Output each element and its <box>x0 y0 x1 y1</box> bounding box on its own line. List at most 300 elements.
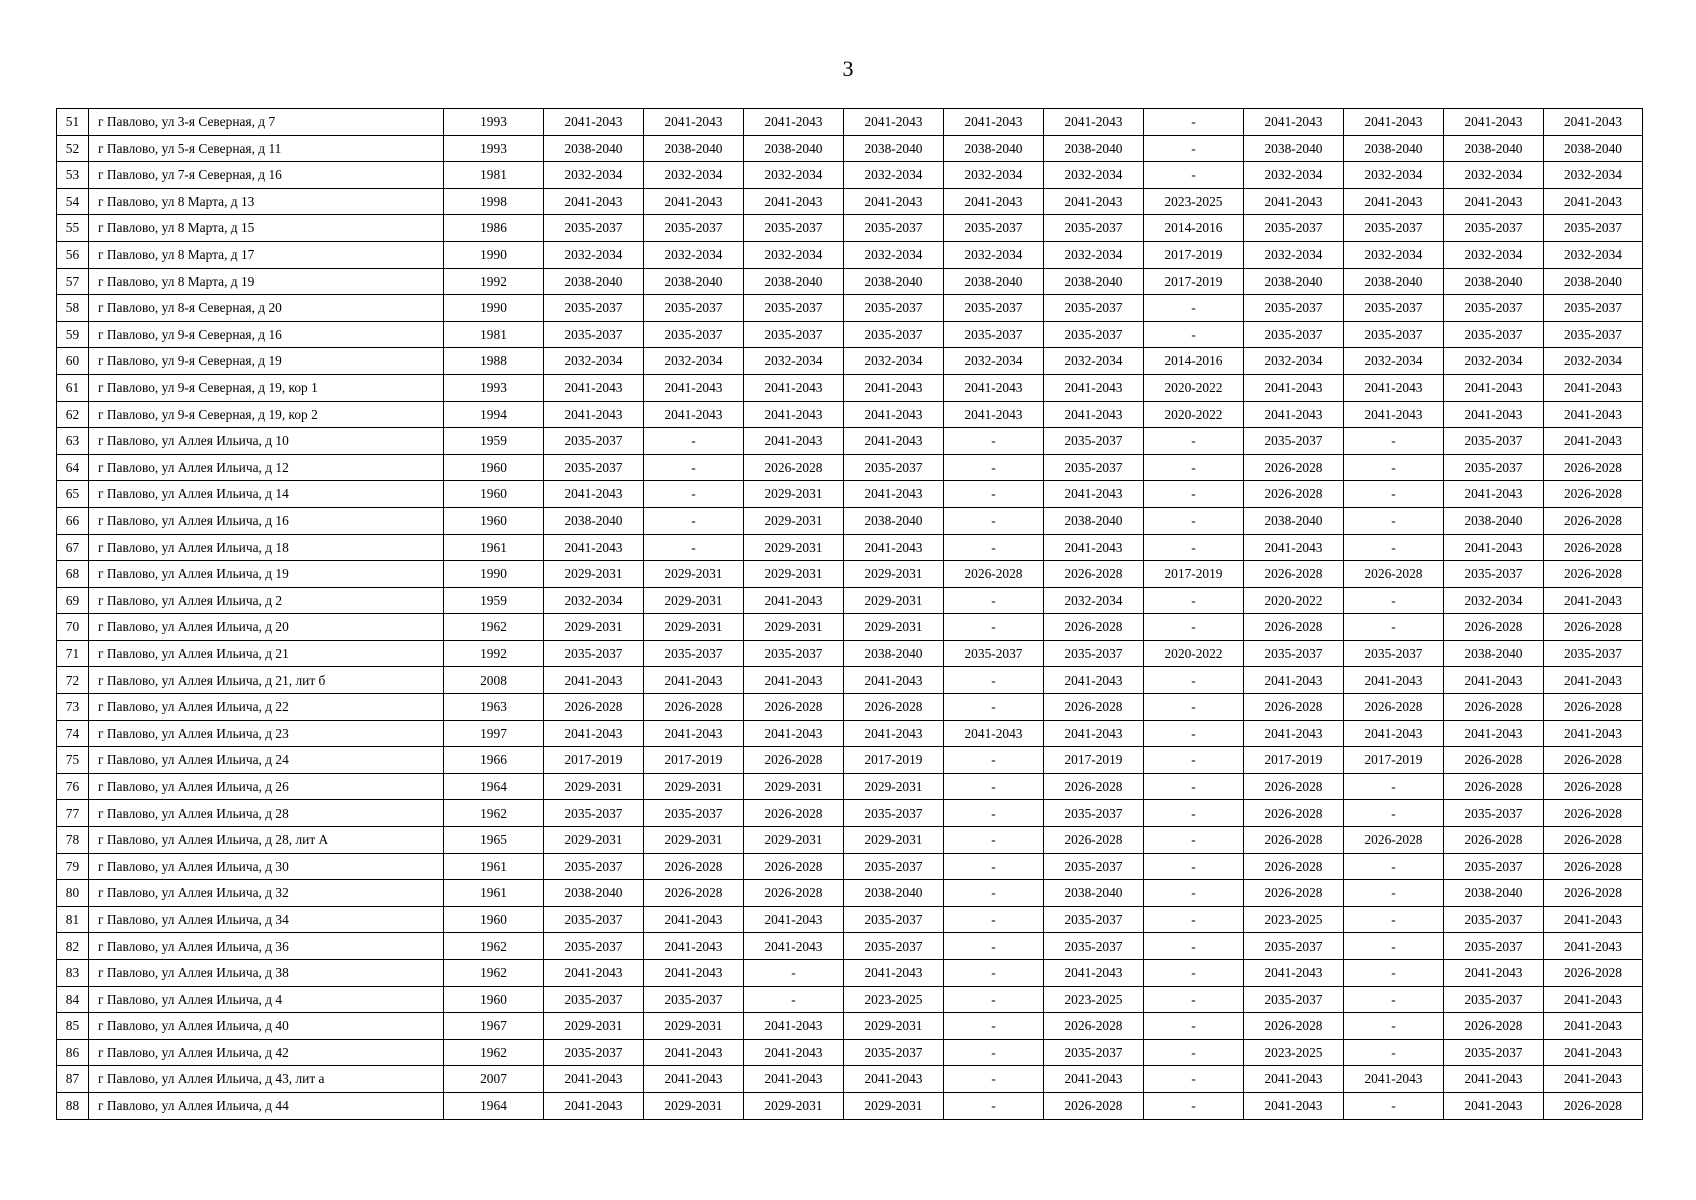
period-cell: 2035-2037 <box>1044 428 1144 455</box>
period-cell: 2029-2031 <box>744 773 844 800</box>
period-cell: 2041-2043 <box>1244 1092 1344 1119</box>
row-number-cell: 85 <box>57 1013 89 1040</box>
address-cell: г Павлово, ул Аллея Ильича, д 20 <box>89 614 444 641</box>
period-cell: 2026-2028 <box>544 694 644 721</box>
period-cell: 2023-2025 <box>1144 188 1244 215</box>
year-cell: 1988 <box>444 348 544 375</box>
year-cell: 1962 <box>444 800 544 827</box>
period-cell: 2029-2031 <box>644 587 744 614</box>
period-cell: - <box>1344 507 1444 534</box>
year-cell: 1994 <box>444 401 544 428</box>
period-cell: 2035-2037 <box>544 640 644 667</box>
period-cell: 2035-2037 <box>1044 321 1144 348</box>
table-row <box>57 374 1643 401</box>
period-cell: 2038-2040 <box>644 135 744 162</box>
period-cell: 2035-2037 <box>644 800 744 827</box>
period-cell: 2029-2031 <box>744 827 844 854</box>
period-cell: 2041-2043 <box>844 188 944 215</box>
period-cell: - <box>1144 614 1244 641</box>
period-cell: 2038-2040 <box>1344 268 1444 295</box>
period-cell: - <box>1144 827 1244 854</box>
period-cell: 2017-2019 <box>1144 268 1244 295</box>
period-cell: - <box>944 1039 1044 1066</box>
period-cell: 2041-2043 <box>1444 481 1544 508</box>
period-cell: - <box>1344 960 1444 987</box>
period-cell: 2035-2037 <box>544 428 644 455</box>
period-cell: 2035-2037 <box>644 215 744 242</box>
period-cell: 2041-2043 <box>844 428 944 455</box>
period-cell: 2035-2037 <box>1444 428 1544 455</box>
row-number-cell: 66 <box>57 507 89 534</box>
period-cell: 2026-2028 <box>1344 561 1444 588</box>
address-cell: г Павлово, ул 8-я Северная, д 20 <box>89 295 444 322</box>
period-cell: 2032-2034 <box>1244 162 1344 189</box>
row-number-cell: 83 <box>57 960 89 987</box>
period-cell: - <box>1144 295 1244 322</box>
period-cell: 2041-2043 <box>1544 374 1643 401</box>
period-cell: 2041-2043 <box>1444 374 1544 401</box>
period-cell: 2041-2043 <box>1344 720 1444 747</box>
period-cell: 2020-2022 <box>1244 587 1344 614</box>
table-row <box>57 720 1643 747</box>
period-cell: 2041-2043 <box>544 667 644 694</box>
period-cell: 2026-2028 <box>1544 773 1643 800</box>
period-cell: 2029-2031 <box>644 561 744 588</box>
period-cell: - <box>944 1013 1044 1040</box>
period-cell: 2029-2031 <box>644 827 744 854</box>
period-cell: 2041-2043 <box>644 960 744 987</box>
period-cell: 2026-2028 <box>1544 747 1643 774</box>
period-cell: 2041-2043 <box>644 720 744 747</box>
address-cell: г Павлово, ул Аллея Ильича, д 4 <box>89 986 444 1013</box>
period-cell: 2032-2034 <box>1344 348 1444 375</box>
period-cell: 2038-2040 <box>844 640 944 667</box>
year-cell: 1962 <box>444 614 544 641</box>
period-cell: 2032-2034 <box>1244 348 1344 375</box>
period-cell: 2041-2043 <box>644 906 744 933</box>
year-cell: 1998 <box>444 188 544 215</box>
period-cell: 2035-2037 <box>544 800 644 827</box>
row-number-cell: 65 <box>57 481 89 508</box>
address-cell: г Павлово, ул 9-я Северная, д 19 <box>89 348 444 375</box>
table-row <box>57 162 1643 189</box>
period-cell: 2035-2037 <box>744 295 844 322</box>
period-cell: 2035-2037 <box>844 1039 944 1066</box>
period-cell: 2026-2028 <box>1544 454 1643 481</box>
period-cell: 2041-2043 <box>544 960 644 987</box>
table-row <box>57 614 1643 641</box>
period-cell: 2032-2034 <box>1444 241 1544 268</box>
period-cell: 2029-2031 <box>844 1092 944 1119</box>
period-cell: 2041-2043 <box>644 401 744 428</box>
period-cell: 2026-2028 <box>1044 614 1144 641</box>
period-cell: - <box>944 534 1044 561</box>
period-cell: 2041-2043 <box>744 587 844 614</box>
address-cell: г Павлово, ул Аллея Ильича, д 18 <box>89 534 444 561</box>
table-row <box>57 241 1643 268</box>
period-cell: 2020-2022 <box>1144 640 1244 667</box>
period-cell: 2038-2040 <box>1444 880 1544 907</box>
period-cell: - <box>1144 694 1244 721</box>
period-cell: 2026-2028 <box>1244 880 1344 907</box>
period-cell: 2035-2037 <box>1444 295 1544 322</box>
period-cell: 2029-2031 <box>744 534 844 561</box>
row-number-cell: 55 <box>57 215 89 242</box>
address-cell: г Павлово, ул 8 Марта, д 19 <box>89 268 444 295</box>
period-cell: 2032-2034 <box>544 587 644 614</box>
period-cell: 2038-2040 <box>544 507 644 534</box>
period-cell: 2017-2019 <box>1144 241 1244 268</box>
period-cell: 2026-2028 <box>1044 773 1144 800</box>
table-row <box>57 1092 1643 1119</box>
period-cell: - <box>1344 1013 1444 1040</box>
address-cell: г Павлово, ул Аллея Ильича, д 38 <box>89 960 444 987</box>
period-cell: 2035-2037 <box>1444 853 1544 880</box>
period-cell: 2035-2037 <box>1244 428 1344 455</box>
period-cell: 2041-2043 <box>1544 109 1643 136</box>
period-cell: 2035-2037 <box>544 853 644 880</box>
period-cell: 2035-2037 <box>1044 1039 1144 1066</box>
address-cell: г Павлово, ул 9-я Северная, д 19, кор 1 <box>89 374 444 401</box>
period-cell: 2035-2037 <box>1544 640 1643 667</box>
table-row <box>57 747 1643 774</box>
period-cell: 2035-2037 <box>1544 321 1643 348</box>
period-cell: 2026-2028 <box>1544 800 1643 827</box>
period-cell: 2026-2028 <box>1044 1092 1144 1119</box>
period-cell: - <box>1144 428 1244 455</box>
table-row <box>57 1066 1643 1093</box>
table-row <box>57 507 1643 534</box>
period-cell: 2041-2043 <box>1244 960 1344 987</box>
address-cell: г Павлово, ул 8 Марта, д 13 <box>89 188 444 215</box>
year-cell: 1960 <box>444 481 544 508</box>
period-cell: 2032-2034 <box>744 162 844 189</box>
year-cell: 1966 <box>444 747 544 774</box>
period-cell: 2035-2037 <box>1444 906 1544 933</box>
period-cell: 2026-2028 <box>1444 747 1544 774</box>
period-cell: 2023-2025 <box>1044 986 1144 1013</box>
period-cell: - <box>1144 454 1244 481</box>
period-cell: 2041-2043 <box>1044 401 1144 428</box>
period-cell: 2026-2028 <box>644 853 744 880</box>
row-number-cell: 62 <box>57 401 89 428</box>
year-cell: 1967 <box>444 1013 544 1040</box>
period-cell: 2035-2037 <box>744 321 844 348</box>
period-cell: - <box>1144 481 1244 508</box>
period-cell: - <box>1144 1092 1244 1119</box>
period-cell: 2026-2028 <box>644 880 744 907</box>
period-cell: - <box>1344 933 1444 960</box>
period-cell: 2035-2037 <box>544 986 644 1013</box>
address-cell: г Павлово, ул Аллея Ильича, д 36 <box>89 933 444 960</box>
row-number-cell: 71 <box>57 640 89 667</box>
period-cell: - <box>1344 587 1444 614</box>
period-cell: 2038-2040 <box>1544 268 1643 295</box>
period-cell: 2026-2028 <box>1244 1013 1344 1040</box>
period-cell: 2038-2040 <box>1244 507 1344 534</box>
address-cell: г Павлово, ул Аллея Ильича, д 19 <box>89 561 444 588</box>
period-cell: 2029-2031 <box>844 587 944 614</box>
period-cell: 2038-2040 <box>1244 268 1344 295</box>
period-cell: 2038-2040 <box>1044 268 1144 295</box>
table-row <box>57 188 1643 215</box>
row-number-cell: 67 <box>57 534 89 561</box>
period-cell: 2041-2043 <box>1444 960 1544 987</box>
period-cell: 2041-2043 <box>1044 720 1144 747</box>
period-cell: - <box>944 454 1044 481</box>
year-cell: 2008 <box>444 667 544 694</box>
year-cell: 1959 <box>444 428 544 455</box>
period-cell: 2035-2037 <box>544 1039 644 1066</box>
address-cell: г Павлово, ул Аллея Ильича, д 24 <box>89 747 444 774</box>
period-cell: - <box>1144 986 1244 1013</box>
period-cell: 2038-2040 <box>1444 268 1544 295</box>
row-number-cell: 63 <box>57 428 89 455</box>
period-cell: 2041-2043 <box>844 667 944 694</box>
period-cell: 2038-2040 <box>544 880 644 907</box>
address-cell: г Павлово, ул Аллея Ильича, д 44 <box>89 1092 444 1119</box>
period-cell: 2035-2037 <box>1444 986 1544 1013</box>
table-row <box>57 986 1643 1013</box>
period-cell: - <box>1344 481 1444 508</box>
period-cell: 2026-2028 <box>744 454 844 481</box>
period-cell: - <box>1344 853 1444 880</box>
period-cell: - <box>944 800 1044 827</box>
period-cell: 2041-2043 <box>1244 188 1344 215</box>
period-cell: 2029-2031 <box>544 614 644 641</box>
table-row <box>57 321 1643 348</box>
period-cell: 2032-2034 <box>1044 587 1144 614</box>
period-cell: - <box>944 428 1044 455</box>
table-row <box>57 215 1643 242</box>
period-cell: 2035-2037 <box>1444 561 1544 588</box>
period-cell: 2035-2037 <box>1244 933 1344 960</box>
period-cell: 2041-2043 <box>1544 720 1643 747</box>
period-cell: 2035-2037 <box>844 853 944 880</box>
period-cell: 2026-2028 <box>1444 694 1544 721</box>
period-cell: 2041-2043 <box>644 1039 744 1066</box>
period-cell: 2035-2037 <box>1444 454 1544 481</box>
period-cell: 2041-2043 <box>744 188 844 215</box>
table-row <box>57 640 1643 667</box>
period-cell: 2029-2031 <box>644 614 744 641</box>
period-cell: - <box>944 853 1044 880</box>
period-cell: - <box>1344 614 1444 641</box>
address-cell: г Павлово, ул Аллея Ильича, д 30 <box>89 853 444 880</box>
period-cell: - <box>1144 747 1244 774</box>
period-cell: - <box>944 986 1044 1013</box>
period-cell: 2029-2031 <box>544 1013 644 1040</box>
period-cell: 2035-2037 <box>844 800 944 827</box>
period-cell: 2041-2043 <box>1244 1066 1344 1093</box>
period-cell: 2035-2037 <box>744 640 844 667</box>
period-cell: 2035-2037 <box>1044 215 1144 242</box>
address-cell: г Павлово, ул Аллея Ильича, д 43, лит а <box>89 1066 444 1093</box>
period-cell: - <box>1144 933 1244 960</box>
period-cell: 2017-2019 <box>644 747 744 774</box>
period-cell: 2041-2043 <box>744 720 844 747</box>
period-cell: 2035-2037 <box>544 215 644 242</box>
period-cell: 2029-2031 <box>744 1092 844 1119</box>
period-cell: 2026-2028 <box>744 747 844 774</box>
period-cell: 2032-2034 <box>744 241 844 268</box>
address-cell: г Павлово, ул Аллея Ильича, д 21, лит б <box>89 667 444 694</box>
period-cell: 2017-2019 <box>1044 747 1144 774</box>
period-cell: - <box>1144 507 1244 534</box>
period-cell: 2041-2043 <box>544 1066 644 1093</box>
table-row <box>57 454 1643 481</box>
period-cell: 2026-2028 <box>744 800 844 827</box>
period-cell: 2041-2043 <box>744 428 844 455</box>
period-cell: - <box>1144 853 1244 880</box>
period-cell: 2035-2037 <box>844 454 944 481</box>
period-cell: 2026-2028 <box>1444 773 1544 800</box>
period-cell: - <box>1344 1039 1444 1066</box>
period-cell: 2041-2043 <box>544 109 644 136</box>
period-cell: 2026-2028 <box>1544 960 1643 987</box>
period-cell: - <box>944 933 1044 960</box>
period-cell: 2026-2028 <box>1344 827 1444 854</box>
year-cell: 1963 <box>444 694 544 721</box>
period-cell: 2041-2043 <box>1444 720 1544 747</box>
period-cell: 2041-2043 <box>1344 109 1444 136</box>
period-cell: 2041-2043 <box>1544 1039 1643 1066</box>
period-cell: 2041-2043 <box>544 374 644 401</box>
period-cell: 2041-2043 <box>844 960 944 987</box>
period-cell: 2029-2031 <box>544 827 644 854</box>
period-cell: 2041-2043 <box>1244 374 1344 401</box>
period-cell: 2035-2037 <box>1344 321 1444 348</box>
period-cell: 2026-2028 <box>1244 614 1344 641</box>
period-cell: 2035-2037 <box>544 295 644 322</box>
row-number-cell: 59 <box>57 321 89 348</box>
period-cell: 2026-2028 <box>1044 827 1144 854</box>
row-number-cell: 80 <box>57 880 89 907</box>
period-cell: 2026-2028 <box>1444 827 1544 854</box>
period-cell: - <box>1144 534 1244 561</box>
period-cell: - <box>1344 1092 1444 1119</box>
table-row <box>57 428 1643 455</box>
table-row <box>57 587 1643 614</box>
period-cell: 2032-2034 <box>544 241 644 268</box>
period-cell: 2026-2028 <box>1544 507 1643 534</box>
period-cell: 2041-2043 <box>1544 906 1643 933</box>
period-cell: 2035-2037 <box>1044 853 1144 880</box>
year-cell: 1993 <box>444 135 544 162</box>
period-cell: 2026-2028 <box>944 561 1044 588</box>
period-cell: - <box>944 960 1044 987</box>
period-cell: - <box>1144 109 1244 136</box>
period-cell: 2041-2043 <box>644 374 744 401</box>
period-cell: 2038-2040 <box>1544 135 1643 162</box>
period-cell: 2017-2019 <box>1344 747 1444 774</box>
period-cell: 2032-2034 <box>544 162 644 189</box>
table-row <box>57 773 1643 800</box>
row-number-cell: 68 <box>57 561 89 588</box>
period-cell: - <box>1144 587 1244 614</box>
year-cell: 1992 <box>444 268 544 295</box>
period-cell: 2026-2028 <box>1544 694 1643 721</box>
period-cell: 2032-2034 <box>1344 241 1444 268</box>
period-cell: 2035-2037 <box>944 215 1044 242</box>
address-cell: г Павлово, ул 8 Марта, д 15 <box>89 215 444 242</box>
row-number-cell: 61 <box>57 374 89 401</box>
period-cell: 2017-2019 <box>1244 747 1344 774</box>
year-cell: 1990 <box>444 561 544 588</box>
period-cell: - <box>944 694 1044 721</box>
period-cell: 2026-2028 <box>1244 561 1344 588</box>
table-row <box>57 827 1643 854</box>
address-cell: г Павлово, ул Аллея Ильича, д 26 <box>89 773 444 800</box>
period-cell: - <box>744 960 844 987</box>
period-cell: 2026-2028 <box>1544 853 1643 880</box>
period-cell: 2038-2040 <box>744 268 844 295</box>
period-cell: - <box>944 587 1044 614</box>
period-cell: 2026-2028 <box>744 880 844 907</box>
period-cell: 2038-2040 <box>1044 880 1144 907</box>
period-cell: 2026-2028 <box>1544 827 1643 854</box>
row-number-cell: 69 <box>57 587 89 614</box>
period-cell: 2038-2040 <box>1244 135 1344 162</box>
period-cell: 2041-2043 <box>1444 188 1544 215</box>
period-cell: 2041-2043 <box>1344 188 1444 215</box>
period-cell: 2041-2043 <box>844 534 944 561</box>
period-cell: 2032-2034 <box>1544 162 1643 189</box>
period-cell: 2026-2028 <box>1344 694 1444 721</box>
period-cell: 2041-2043 <box>844 720 944 747</box>
year-cell: 1960 <box>444 507 544 534</box>
period-cell: 2041-2043 <box>1544 188 1643 215</box>
period-cell: - <box>1144 906 1244 933</box>
period-cell: 2032-2034 <box>944 348 1044 375</box>
period-cell: 2026-2028 <box>1544 534 1643 561</box>
period-cell: 2035-2037 <box>944 321 1044 348</box>
period-cell: 2020-2022 <box>1144 401 1244 428</box>
page-number: 3 <box>842 56 854 81</box>
period-cell: 2041-2043 <box>544 401 644 428</box>
row-number-cell: 53 <box>57 162 89 189</box>
address-cell: г Павлово, ул Аллея Ильича, д 16 <box>89 507 444 534</box>
address-cell: г Павлово, ул Аллея Ильича, д 12 <box>89 454 444 481</box>
period-cell: 2041-2043 <box>1344 1066 1444 1093</box>
period-cell: 2041-2043 <box>1544 1013 1643 1040</box>
table-row <box>57 800 1643 827</box>
year-cell: 1959 <box>444 587 544 614</box>
period-cell: - <box>1144 773 1244 800</box>
period-cell: 2029-2031 <box>544 561 644 588</box>
period-cell: 2035-2037 <box>1544 295 1643 322</box>
table-row <box>57 906 1643 933</box>
period-cell: 2035-2037 <box>544 933 644 960</box>
period-cell: 2041-2043 <box>744 1013 844 1040</box>
period-cell: 2041-2043 <box>644 1066 744 1093</box>
period-cell: 2041-2043 <box>1544 401 1643 428</box>
period-cell: 2035-2037 <box>844 933 944 960</box>
address-cell: г Павлово, ул Аллея Ильича, д 14 <box>89 481 444 508</box>
period-cell: 2041-2043 <box>1044 534 1144 561</box>
period-cell: - <box>944 827 1044 854</box>
period-cell: 2041-2043 <box>544 188 644 215</box>
row-number-cell: 57 <box>57 268 89 295</box>
period-cell: 2026-2028 <box>1244 454 1344 481</box>
period-cell: 2038-2040 <box>744 135 844 162</box>
year-cell: 1961 <box>444 534 544 561</box>
period-cell: 2026-2028 <box>1244 694 1344 721</box>
period-cell: 2032-2034 <box>544 348 644 375</box>
period-cell: 2041-2043 <box>1344 374 1444 401</box>
period-cell: 2041-2043 <box>1344 667 1444 694</box>
table-row <box>57 694 1643 721</box>
